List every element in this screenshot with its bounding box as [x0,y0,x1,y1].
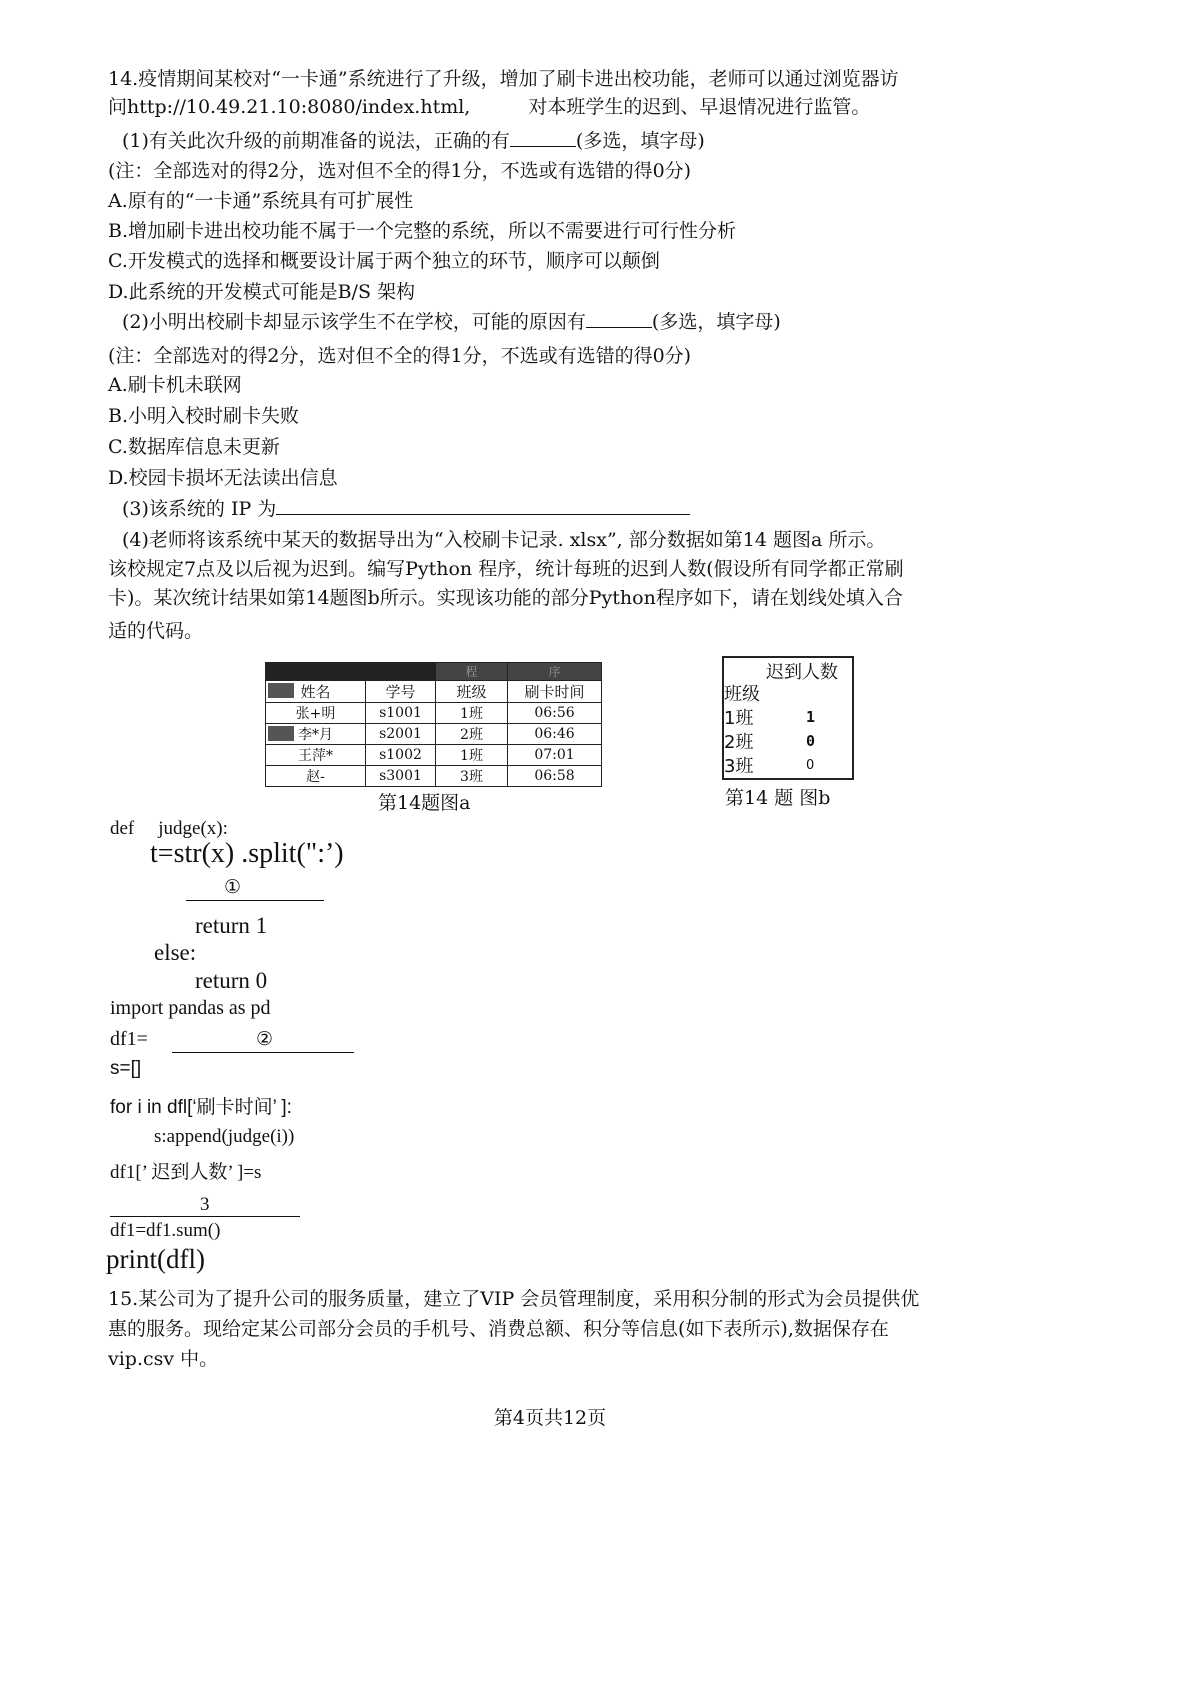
q14-intro-line2-rest: 对本班学生的迟到、早退情况进行监管。 [528,96,871,118]
q14-part3-prompt: (3)该系统的 IP 为 [122,496,690,522]
table-row [266,745,602,766]
q14-part4-line1: (4)老师将该系统中某天的数据导出为“入校刷卡记录. xlsx”, 部分数据如第14 题图a 所示。 [122,529,886,551]
q14-part1-option-b: B.增加刷卡进出校功能不属于一个完整的系统，所以不需要进行可行性分析 [108,220,737,242]
q14-part4-line3: 卡)。某次统计结果如第14题图b所示。实现该功能的部分Python程序如下，请在划线处填入合 [108,587,903,609]
page-number-footer: 第4页共12页 [493,1407,607,1429]
table-cell: 06:46 [508,724,602,745]
code-line-return-0: return 0 [195,968,268,993]
answer-blank [586,309,652,328]
code-line-sum: df1=df1.sum() [110,1220,221,1241]
table-cell: 2班 [436,724,508,745]
q14-part2-option-c: C.数据库信息未更新 [108,436,280,458]
q15-line2: 惠的服务。现给定某公司部分会员的手机号、消费总额、积分等信息(如下表所示),数据保存在 [108,1318,889,1340]
q14-part2-option-d: D.校园卡损坏无法读出信息 [108,467,338,489]
figure-b-result [722,656,854,780]
q14-url: 问http://10.49.21.10:8080/index.html, [108,96,471,118]
figure-a-header-band [266,663,602,681]
table-cell: s1002 [366,745,436,766]
table-cell: 07:01 [508,745,602,766]
table-cell: s2001 [366,724,436,745]
q14-part2-prompt: (2)小明出校刷卡却显示该学生不在学校，可能的原因有 (多选，填字母) [122,311,781,333]
table-cell: s3001 [366,766,436,787]
code-line-append: s:append(judge(i)) [154,1126,295,1147]
column-header: 班级 [436,681,508,703]
q14-part2-note: (注：全部选对的得2分，选对但不全的得1分，不选或有选错的得0分) [108,345,692,367]
figure-a-header-fragment: 程 [436,663,508,681]
blank-marker-3: 3 [200,1194,210,1215]
table-cell: 06:58 [508,766,602,787]
figure-b-row-value: 0 [806,758,815,773]
table-cell: s1001 [366,703,436,724]
table-row [266,703,602,724]
q15-line1: 15.某公司为了提升公司的服务质量，建立了VIP 会员管理制度，采用积分制的形式为会员提供优 [108,1288,920,1310]
code-line-list: s=[] [110,1058,142,1079]
table-cell: 赵- [266,766,366,787]
q14-part2-option-a: A.刷卡机未联网 [108,374,242,396]
q14-part1-prompt: (1)有关此次升级的前期准备的说法，正确的有 (多选，填字母) [122,130,705,152]
q14-part1-option-a: A.原有的“一卡通”系统具有可扩展性 [108,190,414,212]
code-blank-1 [186,900,324,901]
figure-a-caption: 第14题图a [378,792,471,814]
q14-part1-note: (注：全部选对的得2分，选对但不全的得1分，不选或有选错的得0分) [108,160,692,182]
table-cell: 李*月 [266,724,366,745]
figure-a-column-headers [266,681,602,703]
code-line-assign: df1[’ 迟到人数’ ]=s [110,1162,262,1183]
code-line-split: t=str(x) .split(":’) [150,838,344,869]
q14-part1-option-c: C.开发模式的选择和概要设计属于两个独立的环节，顺序可以颠倒 [108,250,660,272]
column-header: 姓名 [266,681,366,703]
code-line-import: import pandas as pd [110,997,271,1019]
figure-b-caption: 第14 题 图b [725,787,831,809]
table-cell: 1班 [436,703,508,724]
figure-b-row-label: 3班 [724,756,754,777]
code-blank-3 [110,1216,300,1217]
q14-part2-option-b: B.小明入校时刷卡失败 [108,405,300,427]
q14-intro-line1: 14.疫情期间某校对“一卡通”系统进行了升级，增加了刷卡进出校功能，老师可以通过浏览器访 [108,68,899,90]
column-header: 刷卡时间 [508,681,602,703]
table-row [266,766,602,787]
code-line-for: for i in dfl[‘刷卡时间’ ]: [110,1097,292,1118]
q14-part1-option-d: D.此系统的开发模式可能是B/S 架构 [108,281,416,303]
figure-a-table [265,662,602,787]
figure-b-row-label: 2班 [724,732,754,753]
figure-a-cell-shading [268,726,294,741]
figure-a-header-fragment: 序 [508,663,602,681]
code-line-print: print(dfl) [106,1244,205,1274]
answer-blank [510,128,576,147]
table-row [266,724,602,745]
q14-intro-line2 [108,94,870,120]
table-cell: 1班 [436,745,508,766]
figure-b-index-header: 班级 [724,684,760,705]
table-cell: 王萍* [266,745,366,766]
code-line-def: def judge(x): [110,818,228,839]
code-line-return-1: return 1 [195,913,268,938]
code-blank-2 [172,1052,354,1053]
table-cell: 3班 [436,766,508,787]
figure-b-row-value: 1 [806,708,816,726]
q14-part4-line4: 适的代码。 [108,620,204,642]
answer-blank [276,496,690,515]
q15-line3: vip.csv 中。 [108,1348,219,1370]
q14-part4-line2: 该校规定7点及以后视为迟到。编写Python 程序，统计每班的迟到人数(假设所有同学都正常刷 [108,558,904,580]
code-line-df1: df1= [110,1028,148,1050]
figure-b-row-label: 1班 [724,708,754,729]
figure-b-row-value: 0 [806,732,816,750]
blank-marker-1: ① [224,876,242,898]
column-header: 学号 [366,681,436,703]
blank-marker-2: ② [256,1028,274,1050]
table-cell: 张+明 [266,703,366,724]
table-cell: 06:56 [508,703,602,724]
figure-a-cell-shading [268,683,294,698]
figure-b-column-header: 迟到人数 [766,662,838,683]
code-line-else: else: [154,940,197,965]
